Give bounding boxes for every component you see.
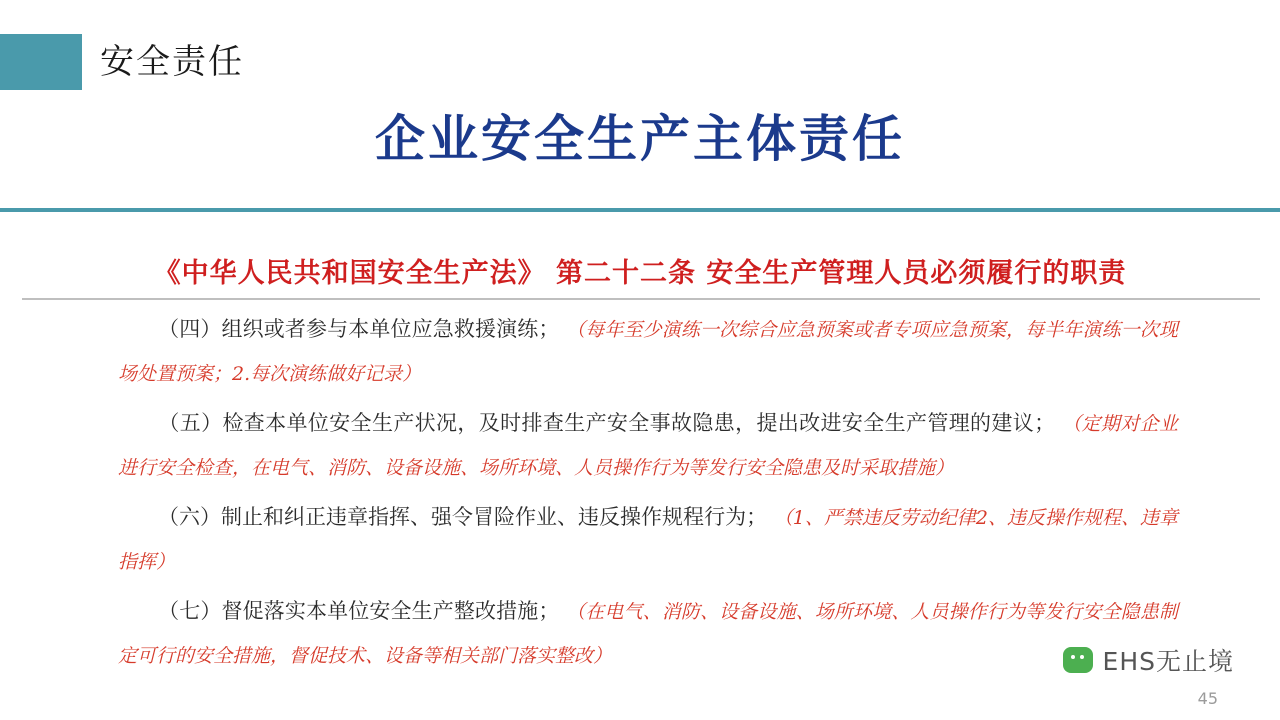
- slide-header: [0, 0, 1280, 212]
- header-kicker: 安全责任: [100, 42, 244, 82]
- wechat-icon: [1063, 647, 1093, 673]
- clause-annotation: （每年至少演练一次综合应急预案或者专项应急预案，每半年演练一次现场处置预案；2.每次演练做好记录）: [118, 319, 1179, 385]
- clause-paragraph: [118, 402, 1178, 490]
- clause-text: （六）制止和纠正违章指挥、强令冒险作业、违反操作规程行为；: [158, 505, 768, 529]
- clause-paragraph: [118, 308, 1178, 396]
- header-divider: [0, 208, 1280, 212]
- page-title: 企业安全生产主体责任: [375, 110, 905, 168]
- document-body: [118, 308, 1178, 684]
- clause-paragraph: [118, 590, 1178, 678]
- page-number: 45: [1197, 689, 1218, 708]
- clause-annotation: （1、严禁违反劳动纪律2、违反操作规程、违章指挥）: [118, 507, 1178, 573]
- clause-annotation: （定期对企业进行安全检查，在电气、消防、设备设施、场所环境、人员操作行为等发行安全隐患及时采取措施）: [118, 413, 1178, 479]
- clause-text: （七）督促落实本单位安全生产整改措施；: [158, 599, 560, 623]
- clause-text: （五）检查本单位安全生产状况，及时排查生产安全事故隐患，提出改进安全生产管理的建议；: [158, 411, 1056, 435]
- clause-paragraph: [118, 496, 1178, 584]
- header-accent-block: [0, 34, 82, 90]
- subtitle-divider: [22, 298, 1260, 300]
- clause-annotation: （在电气、消防、设备设施、场所环境、人员操作行为等发行安全隐患制定可行的安全措施，督促技术、设备等相关部门落实整改）: [118, 601, 1179, 667]
- footer-brand: [1063, 642, 1234, 678]
- section-subtitle: 《中华人民共和国安全生产法》 第二十二条 安全生产管理人员必须履行的职责: [153, 258, 1127, 289]
- brand-label: EHS无止境: [1102, 647, 1234, 676]
- clause-text: （四）组织或者参与本单位应急救援演练；: [158, 317, 560, 341]
